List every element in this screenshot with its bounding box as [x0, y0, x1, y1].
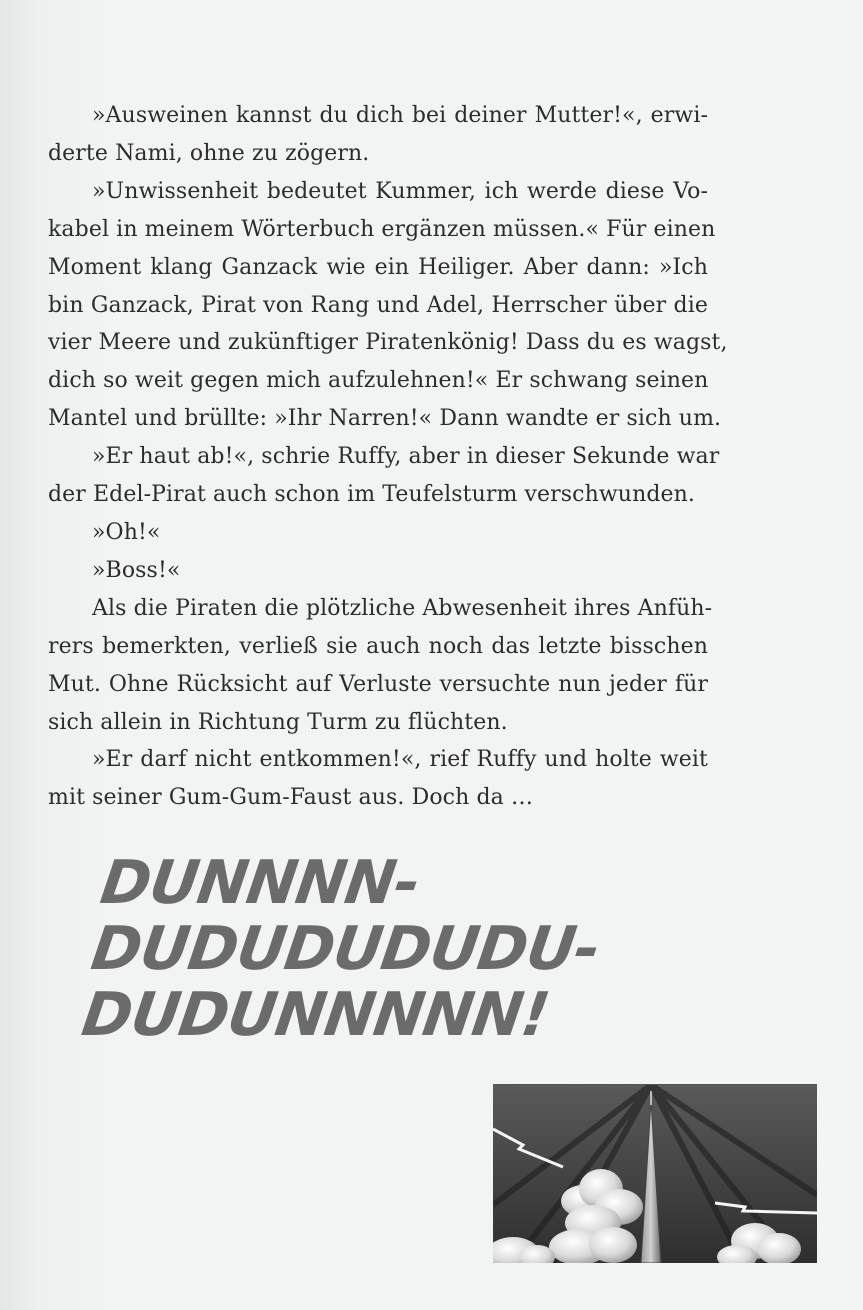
- paragraph: [48, 741, 708, 817]
- text-line: »Boss!«: [92, 557, 181, 583]
- text-line: Moment klang Ganzack wie ein Heiliger. Aber dann: »Ich: [48, 254, 708, 280]
- body-text: [48, 97, 728, 817]
- text-line: »Ausweinen kannst du dich bei deiner Mutter!«, erwi-: [92, 103, 708, 128]
- text-line: derte Nami, ohne zu zögern.: [48, 140, 370, 166]
- paragraph: [48, 173, 728, 438]
- text-line: dich so weit gegen mich aufzulehnen!« Er schwang seinen: [48, 368, 709, 394]
- paragraph: [48, 97, 708, 173]
- text-line: »Er haut ab!«, schrie Ruffy, aber in dieser Sekunde war: [92, 444, 720, 470]
- sound-effect-line: DUNNNN-: [96, 848, 424, 918]
- text-line: sich allein in Richtung Turm zu flüchten.: [48, 709, 508, 735]
- text-line: mit seiner Gum-Gum-Faust aus. Doch da …: [48, 785, 534, 811]
- text-line: vier Meere und zukünftiger Piratenkönig! Dass du es wagst,: [48, 330, 728, 356]
- text-line: bin Ganzack, Pirat von Rang und Adel, Herrscher über die: [48, 292, 708, 318]
- text-line: »Unwissenheit bedeutet Kummer, ich werde diese Vo-: [92, 178, 708, 204]
- paragraph: [48, 590, 713, 742]
- tower-illustration: [493, 1084, 817, 1263]
- text-line: »Oh!«: [92, 519, 161, 545]
- text-line: Mut. Ohne Rücksicht auf Verluste versuchte nun jeder für: [48, 671, 708, 697]
- paragraph: [48, 438, 720, 514]
- sound-effect-text: [78, 850, 612, 1048]
- text-line: Als die Piraten die plötzliche Abwesenheit ihres Anfüh-: [92, 595, 713, 621]
- text-line: kabel in meinem Wörterbuch ergänzen müssen.« Für einen: [48, 216, 716, 242]
- text-line: Mantel und brüllte: »Ihr Narren!« Dann wandte er sich um.: [48, 406, 722, 432]
- text-line: »Er darf nicht entkommen!«, rief Ruffy und holte weit: [92, 747, 708, 773]
- text-line: der Edel-Pirat auch schon im Teufelsturm verschwunden.: [48, 482, 695, 508]
- paragraph: [48, 552, 708, 590]
- sound-effect-line: DUDUNNNNN!: [77, 980, 554, 1050]
- tower-storm-drawing: [493, 1085, 817, 1263]
- sound-effect-line: DUDUDUDUDU-: [87, 914, 604, 984]
- paragraph: [48, 514, 708, 552]
- text-line: rers bemerkten, verließ sie auch noch das letzte bisschen: [48, 633, 708, 659]
